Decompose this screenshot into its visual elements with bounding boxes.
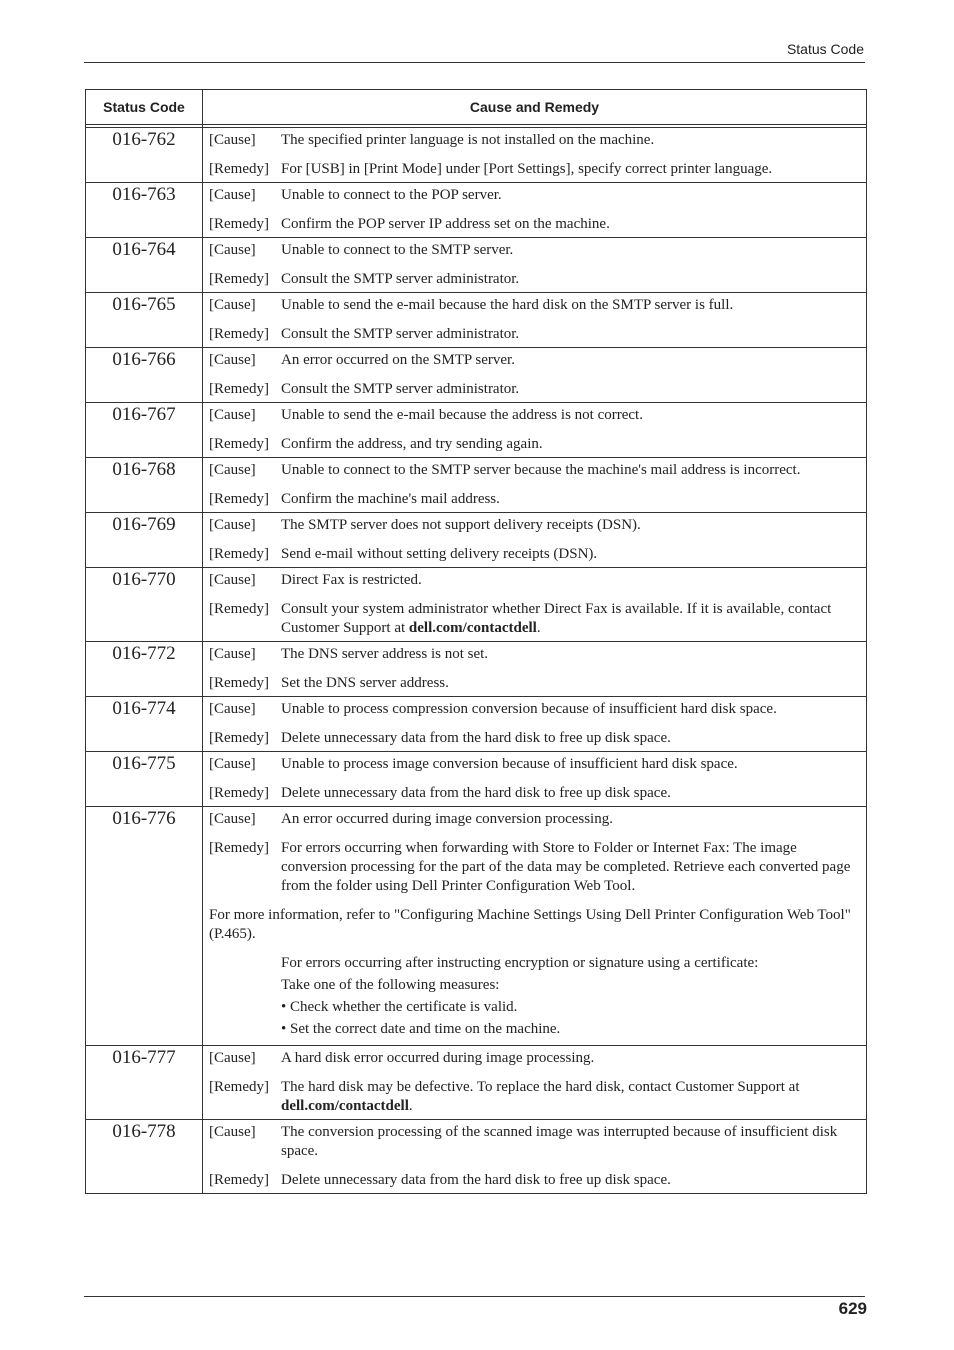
cause-remedy-cell — [203, 348, 867, 403]
table-row — [86, 1120, 867, 1194]
cause-text: The specified printer language is not installed on the machine. — [281, 132, 655, 148]
table-header-row — [86, 90, 867, 125]
status-code: 016-767 — [86, 403, 203, 458]
cause-text: The DNS server address is not set. — [281, 646, 489, 662]
cause-text: Unable to send the e-mail because the address is not correct. — [281, 407, 643, 423]
remedy-line — [209, 729, 860, 748]
cause-label: [Cause] — [209, 701, 256, 717]
remedy-label: [Remedy] — [209, 546, 269, 562]
table-row — [86, 807, 867, 1046]
footer-rule — [84, 1296, 865, 1297]
remedy-text: Send e-mail without setting delivery receipts (DSN). — [281, 546, 598, 562]
remedy-text: Consult the SMTP server administrator. — [281, 271, 520, 287]
cause-line — [209, 755, 860, 774]
remedy-text: For [USB] in [Print Mode] under [Port Settings], specify correct printer language. — [281, 161, 773, 177]
status-code: 016-762 — [86, 128, 203, 183]
remedy-label: [Remedy] — [209, 436, 269, 452]
remedy-line — [209, 784, 860, 803]
cause-label: [Cause] — [209, 1050, 256, 1066]
header-rule — [84, 62, 865, 63]
remedy-text: Set the DNS server address. — [281, 675, 449, 691]
remedy-text: Confirm the POP server IP address set on the machine. — [281, 216, 610, 232]
cause-text: Unable to process compression conversion because of insufficient hard disk space. — [281, 701, 777, 717]
cause-remedy-cell — [203, 697, 867, 752]
remedy-label: [Remedy] — [209, 216, 269, 232]
table-row — [86, 403, 867, 458]
table-row — [86, 1046, 867, 1120]
table-row — [86, 697, 867, 752]
remedy-line — [209, 435, 860, 454]
cause-label: [Cause] — [209, 407, 256, 423]
remedy-line — [209, 1171, 860, 1190]
remedy-label: [Remedy] — [209, 1172, 269, 1188]
cause-text: Unable to connect to the SMTP server. — [281, 242, 514, 258]
remedy-line — [209, 490, 860, 509]
cause-label: [Cause] — [209, 756, 256, 772]
remedy-text: Consult your system administrator whether Direct Fax is available. If it is available, contact Customer Support at — [281, 601, 832, 636]
remedy-label: [Remedy] — [209, 326, 269, 342]
cause-text: Unable to connect to the POP server. — [281, 187, 502, 203]
remedy-line — [209, 839, 860, 896]
remedy-label: [Remedy] — [209, 601, 269, 617]
remedy-label: [Remedy] — [209, 271, 269, 287]
cause-remedy-cell — [203, 807, 867, 1046]
cause-remedy-cell — [203, 568, 867, 642]
cause-line — [209, 1123, 860, 1161]
remedy-label: [Remedy] — [209, 675, 269, 691]
cause-text: Direct Fax is restricted. — [281, 572, 422, 588]
cause-text: Unable to process image conversion because of insufficient hard disk space. — [281, 756, 738, 772]
cause-line — [209, 461, 860, 480]
cause-label: [Cause] — [209, 646, 256, 662]
cause-text: Unable to send the e-mail because the hard disk on the SMTP server is full. — [281, 297, 734, 313]
remedy-label: [Remedy] — [209, 491, 269, 507]
cause-line — [209, 516, 860, 535]
remedy-text: The hard disk may be defective. To replace the hard disk, contact Customer Support at — [281, 1079, 800, 1095]
remedy-text: Confirm the machine's mail address. — [281, 491, 500, 507]
cause-remedy-cell — [203, 642, 867, 697]
status-code: 016-772 — [86, 642, 203, 697]
cause-label: [Cause] — [209, 187, 256, 203]
cause-label: [Cause] — [209, 132, 256, 148]
table-row — [86, 348, 867, 403]
bullet-item: • Check whether the certificate is valid. — [281, 999, 518, 1015]
remedy-text: Delete unnecessary data from the hard disk to free up disk space. — [281, 785, 671, 801]
cause-text: A hard disk error occurred during image processing. — [281, 1050, 595, 1066]
extra-text: Take one of the following measures: — [281, 977, 500, 993]
cause-remedy-cell — [203, 1120, 867, 1194]
cause-text: An error occurred on the SMTP server. — [281, 352, 515, 368]
cause-remedy-cell — [203, 403, 867, 458]
cause-label: [Cause] — [209, 517, 256, 533]
remedy-line — [209, 160, 860, 179]
remedy-text: Consult the SMTP server administrator. — [281, 381, 520, 397]
bullet-item: • Set the correct date and time on the machine. — [281, 1021, 561, 1037]
cause-label: [Cause] — [209, 811, 256, 827]
page-number: 629 — [838, 1299, 867, 1318]
remedy-line — [209, 600, 860, 638]
table-row — [86, 752, 867, 807]
running-header: Status Code — [786, 41, 864, 57]
cause-line — [209, 296, 860, 315]
table-row — [86, 513, 867, 568]
table-row — [86, 238, 867, 293]
column-header-cause-remedy: Cause and Remedy — [203, 90, 867, 125]
remedy-end: . — [536, 620, 541, 636]
cause-remedy-cell — [203, 183, 867, 238]
remedy-end: . — [408, 1098, 413, 1114]
status-code: 016-770 — [86, 568, 203, 642]
support-link[interactable]: dell.com/contactdell — [281, 1098, 409, 1114]
cause-remedy-cell — [203, 293, 867, 348]
cause-line — [209, 241, 860, 260]
cause-line — [209, 1049, 860, 1068]
remedy-line — [209, 545, 860, 564]
cause-remedy-cell — [203, 458, 867, 513]
cause-label: [Cause] — [209, 297, 256, 313]
cause-line — [209, 406, 860, 425]
status-code: 016-766 — [86, 348, 203, 403]
cause-label: [Cause] — [209, 352, 256, 368]
cause-line — [209, 186, 860, 205]
remedy-line — [209, 674, 860, 693]
remedy-line — [209, 215, 860, 234]
remedy-text: Consult the SMTP server administrator. — [281, 326, 520, 342]
cause-remedy-cell — [203, 238, 867, 293]
status-code: 016-778 — [86, 1120, 203, 1194]
cause-remedy-cell — [203, 752, 867, 807]
remedy-text: Delete unnecessary data from the hard disk to free up disk space. — [281, 1172, 671, 1188]
cause-text: Unable to connect to the SMTP server because the machine's mail address is incorrect. — [281, 462, 801, 478]
remedy-line — [209, 270, 860, 289]
remedy-label: [Remedy] — [209, 840, 269, 856]
remedy-label: [Remedy] — [209, 381, 269, 397]
remedy-text: For errors occurring when forwarding with Store to Folder or Internet Fax: The image conversion processing for the part of the data may be completed. Retrieve each converted page from the folder using Dell Printer Configuration Web Tool. — [281, 840, 851, 894]
cause-remedy-cell — [203, 1046, 867, 1120]
table-row — [86, 293, 867, 348]
table-row — [86, 458, 867, 513]
status-code-table — [85, 89, 867, 1194]
remedy-text: Confirm the address, and try sending again. — [281, 436, 543, 452]
cause-text: The conversion processing of the scanned image was interrupted because of insufficient disk space. — [281, 1124, 838, 1159]
cause-label: [Cause] — [209, 1124, 256, 1140]
remedy-text: Delete unnecessary data from the hard disk to free up disk space. — [281, 730, 671, 746]
status-code: 016-764 — [86, 238, 203, 293]
support-link[interactable]: dell.com/contactdell — [408, 620, 537, 636]
remedy-line — [209, 380, 860, 399]
cause-label: [Cause] — [209, 462, 256, 478]
cause-label: [Cause] — [209, 572, 256, 588]
cause-remedy-cell — [203, 513, 867, 568]
remedy-label: [Remedy] — [209, 1079, 269, 1095]
remedy-label: [Remedy] — [209, 730, 269, 746]
status-code: 016-775 — [86, 752, 203, 807]
cause-line — [209, 571, 860, 590]
cause-line — [209, 645, 860, 664]
table-row — [86, 128, 867, 183]
remedy-label: [Remedy] — [209, 785, 269, 801]
table-row — [86, 183, 867, 238]
more-info-text: For more information, refer to "Configuring Machine Settings Using Dell Printer Configuration Web Tool" (P.465). — [209, 907, 851, 942]
status-code: 016-769 — [86, 513, 203, 568]
table-row — [86, 642, 867, 697]
cause-remedy-cell — [203, 128, 867, 183]
remedy-line — [209, 325, 860, 344]
status-code: 016-768 — [86, 458, 203, 513]
extra-text: For errors occurring after instructing encryption or signature using a certificate: — [281, 955, 759, 971]
status-code: 016-777 — [86, 1046, 203, 1120]
status-code: 016-776 — [86, 807, 203, 1046]
cause-line — [209, 810, 860, 829]
remedy-label: [Remedy] — [209, 161, 269, 177]
cause-line — [209, 131, 860, 150]
column-header-status-code: Status Code — [86, 90, 203, 125]
status-code: 016-765 — [86, 293, 203, 348]
table-row — [86, 568, 867, 642]
status-code: 016-763 — [86, 183, 203, 238]
cause-text: The SMTP server does not support delivery receipts (DSN). — [281, 517, 641, 533]
cause-label: [Cause] — [209, 242, 256, 258]
status-code: 016-774 — [86, 697, 203, 752]
remedy-line — [209, 1078, 860, 1116]
cause-text: An error occurred during image conversion processing. — [281, 811, 613, 827]
cause-line — [209, 351, 860, 370]
cause-line — [209, 700, 860, 719]
